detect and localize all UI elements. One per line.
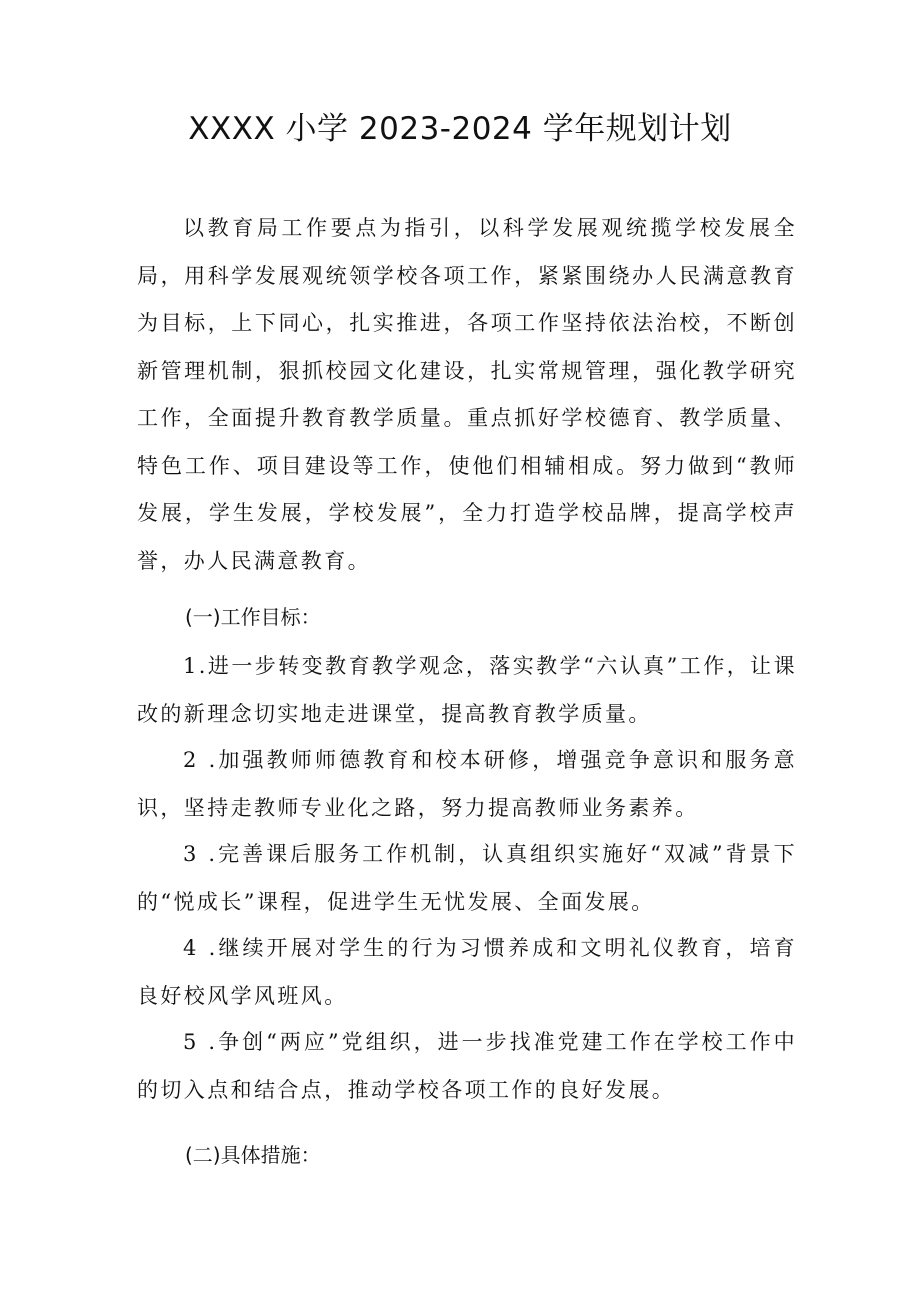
goal-item-4: 4 .继续开展对学生的行为习惯养成和文明礼仪教育，培育良好校风学风班风。 xyxy=(137,936,797,1008)
goal-item-1: 1.进一步转变教育教学观念，落实教学“六认真”工作，让课改的新理念切实地走进课堂，提高教育教学质量。 xyxy=(137,654,797,726)
intro-paragraph: 以教育局工作要点为指引，以科学发展观统揽学校发展全局，用科学发展观统领学校各项工作，紧紧围绕办人民满意教育为目标，上下同心，扎实推进，各项工作坚持依法治校，不断创新管理机制，狠抓校园文化建设，扎实常规管理，强化教学研究工作，全面提升教育教学质量。重点抓好学校德育、教学质量、特色工作、项目建设等工作，使他们相辅相成。努力做到“教师发展，学生发展，学校发展”，全力打造学校品牌，提高学校声誉，办人民满意教育。 xyxy=(137,216,797,573)
section-heading-goals: (一)工作目标： xyxy=(185,605,321,629)
goal-item-2: 2 .加强教师师德教育和校本研修，增强竞争意识和服务意识，坚持走教师专业化之路，努力提高教师业务素养。 xyxy=(137,748,797,820)
section-heading-measures: (二)具体措施： xyxy=(185,1143,321,1167)
goal-item-5: 5 .争创“两应”党组织，进一步找准党建工作在学校工作中的切入点和结合点，推动学校各项工作的良好发展。 xyxy=(137,1030,797,1102)
goal-item-3: 3 .完善课后服务工作机制，认真组织实施好“双减”背景下的“悦成长”课程，促进学生无忧发展、全面发展。 xyxy=(137,842,797,914)
document-title: XXXX 小学 2023-2024 学年规划计划 xyxy=(188,111,732,147)
